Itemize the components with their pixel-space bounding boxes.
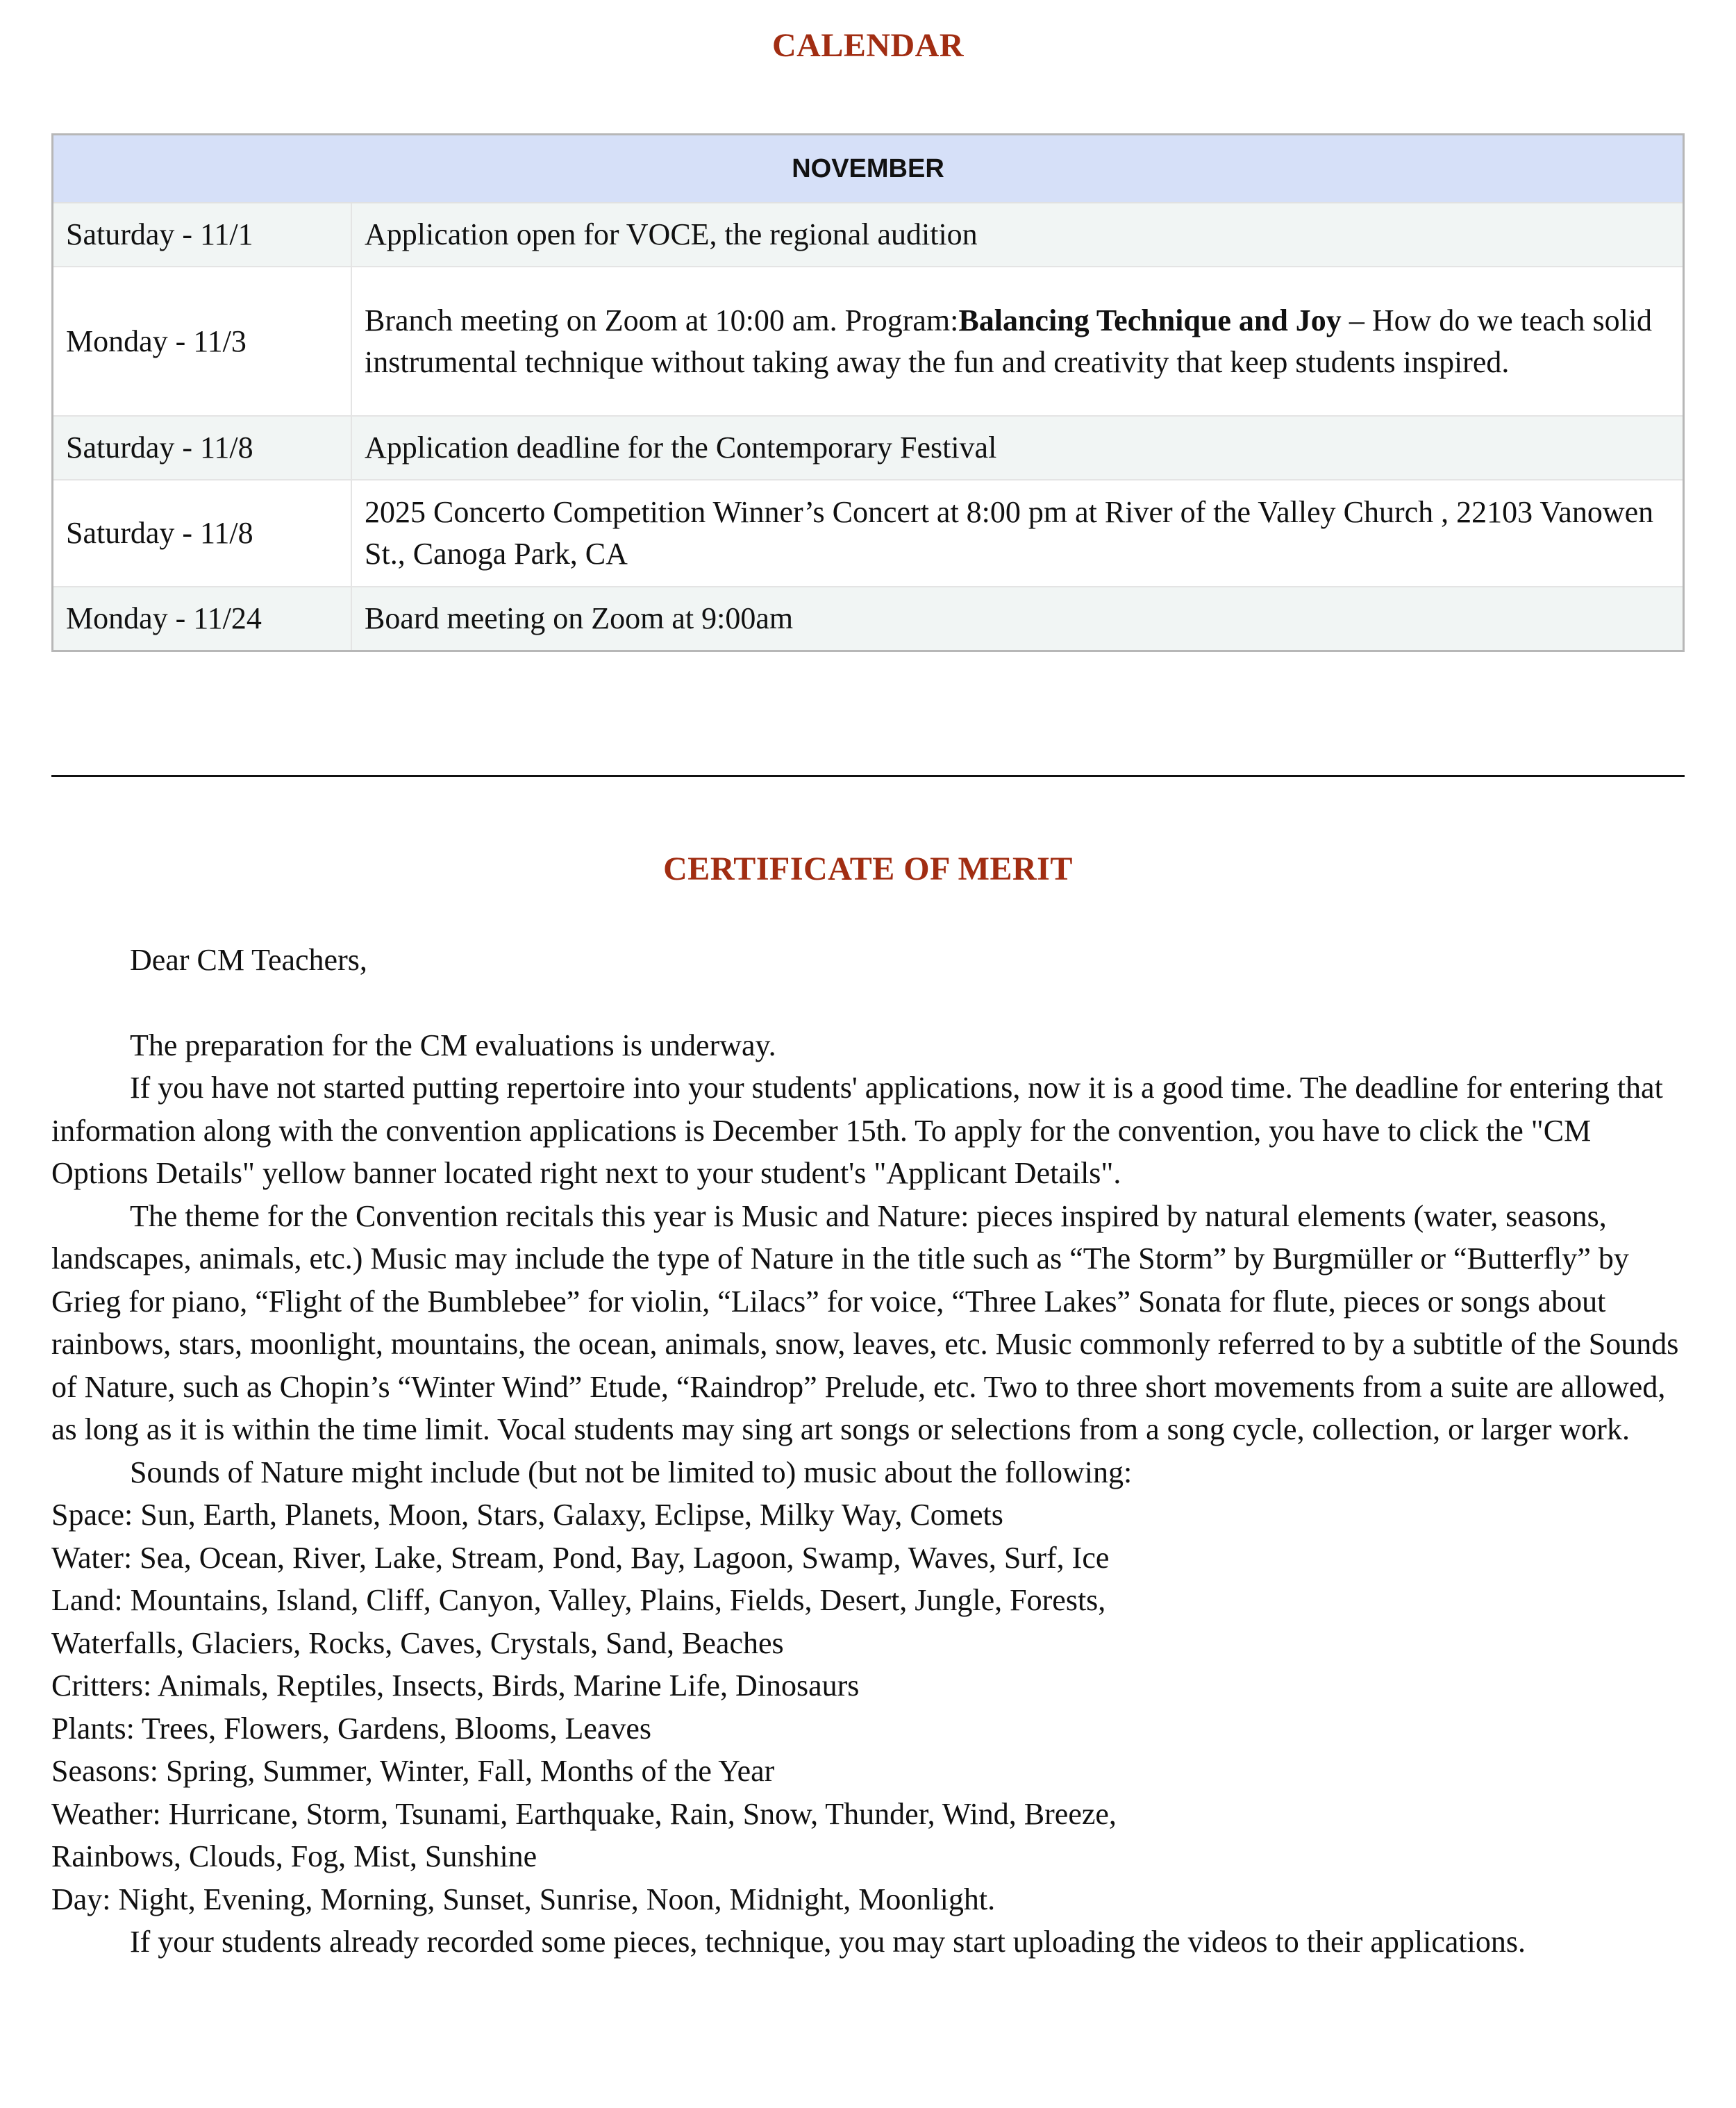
calendar-row	[53, 480, 1684, 587]
category-line: Day: Night, Evening, Morning, Sunset, Sunrise, Noon, Midnight, Moonlight.	[51, 1882, 996, 1916]
letter-greeting: Dear CM Teachers,	[130, 943, 367, 977]
calendar-title: CALENDAR	[771, 27, 964, 64]
merit-letter	[51, 939, 1685, 1964]
category-line: Rainbows, Clouds, Fog, Mist, Sunshine	[51, 1839, 537, 1873]
category-line: Waterfalls, Glaciers, Rocks, Caves, Crystals, Sand, Beaches	[51, 1625, 784, 1660]
letter-paragraph: The theme for the Convention recitals this year is Music and Nature: pieces inspired by natural elements (water, seasons, landscapes, animals, etc.) Music may include the type of Nature in the title such as “The Storm” by Burgmüller or “Butterfly” by Grieg for piano, “Flight of the Bumblebee” for violin, “Lilacs” for voice, “Three Lakes” Sonata for flute, pieces or songs about rainbows, stars, moonlight, mountains, the ocean, animals, snow, leaves, etc. Music commonly referred to by a subtitle of the Sounds of Nature, such as Chopin’s “Winter Wind” Etude, “Raindrop” Prelude, etc. Two to three short movements from a suite are allowed, as long as it is within the time limit. Vocal students may sing art songs or selections from a song cycle, collection, or larger work.	[51, 1198, 1679, 1446]
calendar-date: Saturday - 11/1	[53, 203, 352, 267]
calendar-event: Application deadline for the Contemporary Festival	[351, 416, 1684, 480]
calendar-row	[53, 203, 1684, 267]
calendar-row	[53, 587, 1684, 651]
calendar-table	[51, 133, 1685, 652]
calendar-row	[53, 267, 1684, 416]
event-text-post: – How do we teach solid instrumental technique without taking away the fun and creativity that keep students inspired.	[365, 303, 1653, 379]
calendar-event: Board meeting on Zoom at 9:00am	[351, 587, 1684, 651]
month-header: NOVEMBER	[53, 135, 1684, 203]
calendar-date: Saturday - 11/8	[53, 480, 352, 587]
category-line: Weather: Hurricane, Storm, Tsunami, Earthquake, Rain, Snow, Thunder, Wind, Breeze,	[51, 1796, 1117, 1831]
calendar-date: Monday - 11/3	[53, 267, 352, 416]
letter-paragraph: The preparation for the CM evaluations is underway.	[130, 1028, 776, 1062]
merit-title: CERTIFICATE OF MERIT	[663, 851, 1073, 887]
calendar-event: 2025 Concerto Competition Winner’s Concert at 8:00 pm at River of the Valley Church , 22103 Vanowen St., Canoga Park, CA	[351, 480, 1684, 587]
letter-paragraph: If you have not started putting repertoire into your students' applications, now it is a good time. The deadline for entering that information along with the convention applications is December 15th. To apply for the convention, you have to click the "CM Options Details" yellow banner located right next to your student's "Applicant Details".	[51, 1071, 1663, 1190]
category-line: Seasons: Spring, Summer, Winter, Fall, Months of the Year	[51, 1754, 775, 1788]
calendar-row	[53, 416, 1684, 480]
category-line: Plants: Trees, Flowers, Gardens, Blooms, Leaves	[51, 1711, 652, 1746]
event-text-pre: Branch meeting on Zoom at 10:00 am. Program:	[365, 303, 959, 337]
calendar-date: Saturday - 11/8	[53, 416, 352, 480]
section-divider	[51, 775, 1685, 777]
calendar-event	[351, 267, 1684, 416]
category-line: Water: Sea, Ocean, River, Lake, Stream, Pond, Bay, Lagoon, Swamp, Waves, Surf, Ice	[51, 1540, 1110, 1575]
program-title: Balancing Technique and Joy	[958, 303, 1342, 337]
letter-closing: If your students already recorded some pieces, technique, you may start uploading the videos to their applications.	[130, 1925, 1526, 1959]
calendar-event: Application open for VOCE, the regional audition	[351, 203, 1684, 267]
category-line: Critters: Animals, Reptiles, Insects, Birds, Marine Life, Dinosaurs	[51, 1668, 860, 1703]
category-line: Land: Mountains, Island, Cliff, Canyon, Valley, Plains, Fields, Desert, Jungle, Forests,	[51, 1583, 1106, 1617]
calendar-date: Monday - 11/24	[53, 587, 352, 651]
category-line: Space: Sun, Earth, Planets, Moon, Stars, Galaxy, Eclipse, Milky Way, Comets	[51, 1498, 1003, 1532]
letter-paragraph: Sounds of Nature might include (but not be limited to) music about the following:	[130, 1455, 1133, 1489]
